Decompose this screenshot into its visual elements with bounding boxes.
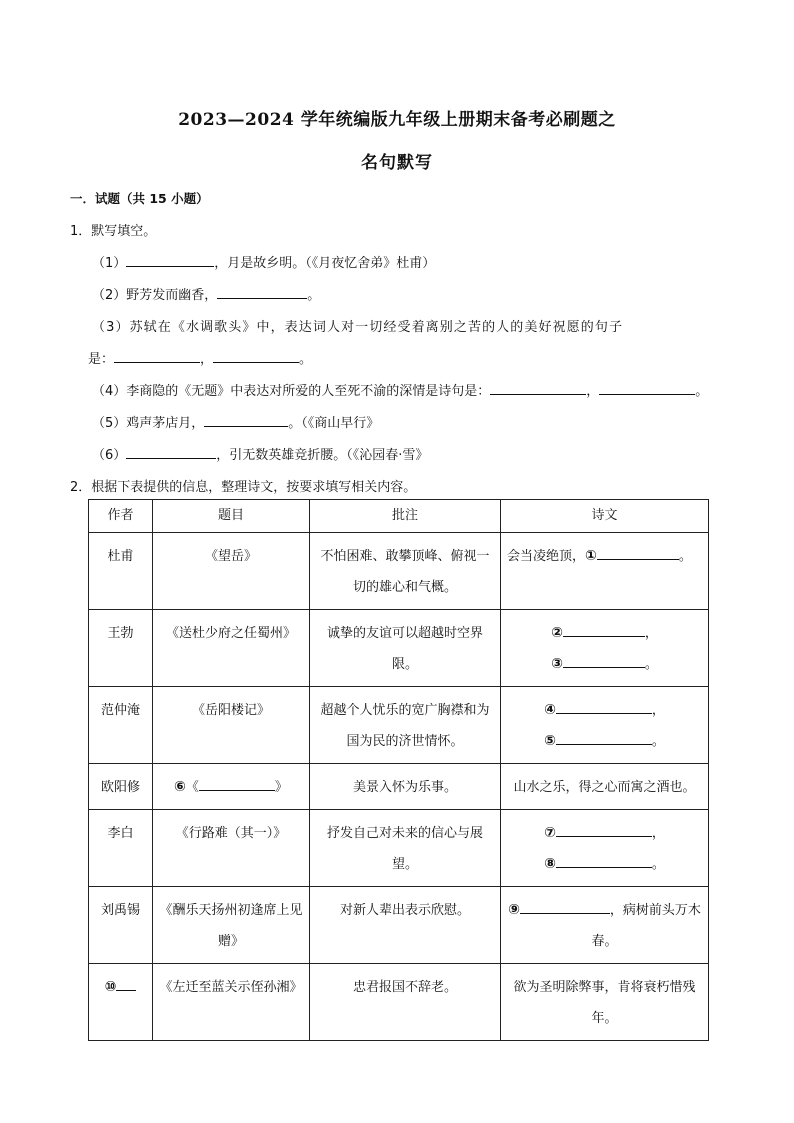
item-text: （1） [92,256,127,271]
cell-note: 诚挚的友谊可以超越时空界限。 [310,610,501,687]
cell-note: 对新人辈出表示欣慰。 [310,887,501,964]
table-row [89,810,709,887]
q1-item-3-line1: （3）苏轼在《水调歌头》中，表达词人对一切经受着离别之苦的人的美好祝愿的句子 [92,320,624,335]
poem-line [507,726,702,757]
blank-marker: ③ [551,656,563,672]
cell-title: 《送杜少府之任蜀州》 [153,610,310,687]
fill-blank[interactable] [204,414,288,427]
fill-blank[interactable] [556,732,652,745]
fill-blank[interactable] [556,855,652,868]
section-heading: 一．试题（共 15 小题） [70,191,209,206]
table-row [89,964,709,1041]
poem-line [507,618,702,649]
poem-table [88,499,709,1041]
poem-text: 。 [644,657,658,672]
q1-item-3-line2 [88,348,312,367]
blank-marker: ⑤ [544,733,556,749]
table-row [89,764,709,810]
blank-marker: ② [551,625,563,641]
item-text: ，月是故乡明。（《月夜忆舍弟》杜甫） [214,256,436,271]
title-text: 《 [185,780,199,795]
fill-blank[interactable] [520,901,610,914]
poem-line [507,695,702,726]
poem-text: ，病树前头万木春。 [591,903,701,949]
poem-text: ， [651,703,665,718]
item-text: ， [586,384,600,399]
item-text: （2）野芳发而幽香， [92,288,218,303]
blank-marker: ④ [544,702,556,718]
item-text: （4）李商隐的《无题》中表达对所爱的人至死不渝的深情是诗句是： [92,384,491,399]
cell-note: 忠君报国不辞老。 [310,964,501,1041]
title-text: 》 [274,780,288,795]
item-text: 。 [695,384,709,399]
table-row [89,610,709,687]
fill-blank[interactable] [199,778,275,791]
poem-line [507,849,702,880]
fill-blank[interactable] [217,286,307,299]
fill-blank[interactable] [213,350,299,363]
cell-author: 李白 [89,810,153,887]
header-note: 批注 [310,500,501,533]
item-text: 。（《商山早行》 [288,416,380,431]
blank-marker: ① [585,548,597,564]
blank-marker: ⑩ [104,979,117,995]
poem-text: 。 [651,734,665,749]
item-text: 。 [307,288,321,303]
fill-blank[interactable] [597,547,679,560]
cell-poem [501,610,709,687]
poem-line [507,649,702,680]
item-text: （6） [92,448,127,463]
fill-blank[interactable] [116,978,136,991]
cell-poem [501,687,709,764]
cell-author: 刘禹锡 [89,887,153,964]
poem-text: 会当凌绝顶， [507,549,586,564]
item-text: ，引无数英雄竞折腰。（《沁园春·雪》 [216,448,429,463]
doc-title: 2023—2024 学年统编版九年级上册期末备考必刷题之 [178,110,616,130]
q1-item-1 [92,252,435,271]
item-text: 。 [299,352,313,367]
header-author: 作者 [89,500,153,533]
blank-marker: ⑨ [508,902,520,918]
cell-title: 《望岳》 [153,533,310,610]
q2-stem: 2．根据下表提供的信息，整理诗文，按要求填写相关内容。 [70,480,417,495]
fill-blank[interactable] [126,254,214,267]
table-header-row [89,500,709,533]
table-row [89,687,709,764]
cell-poem [501,533,709,610]
cell-note: 超越个人忧乐的宽广胸襟和为国为民的济世情怀。 [310,687,501,764]
cell-title [153,764,310,810]
fill-blank[interactable] [563,624,645,637]
cell-author: 王勃 [89,610,153,687]
fill-blank[interactable] [563,655,645,668]
q1-item-6 [92,444,428,463]
poem-text: 。 [651,857,665,872]
fill-blank[interactable] [126,446,216,459]
cell-note: 美景入怀为乐事。 [310,764,501,810]
blank-marker: ⑧ [544,856,556,872]
fill-blank[interactable] [556,701,652,714]
cell-title: 《左迁至蓝关示侄孙湘》 [153,964,310,1041]
cell-note: 不怕困难、敢攀顶峰、俯视一切的雄心和气概。 [310,533,501,610]
fill-blank[interactable] [490,382,586,395]
header-poem: 诗文 [501,500,709,533]
cell-note: 抒发自己对未来的信心与展望。 [310,810,501,887]
cell-poem [501,887,709,964]
cell-poem [501,810,709,887]
cell-author: 欧阳修 [89,764,153,810]
cell-author: 范仲淹 [89,687,153,764]
blank-marker: ⑥ [174,779,186,795]
item-text: 是： [88,352,115,367]
poem-text: ， [651,826,665,841]
item-text: ， [200,352,214,367]
q1-item-2 [92,284,320,303]
q1-item-4 [92,380,708,399]
item-text: （5）鸡声茅店月， [92,416,205,431]
cell-title: 《行路难（其一）》 [153,810,310,887]
q1-item-5 [92,412,379,431]
blank-marker: ⑦ [544,825,556,841]
cell-title: 《酬乐天扬州初逢席上见赠》 [153,887,310,964]
cell-author [89,964,153,1041]
fill-blank[interactable] [599,382,695,395]
header-title: 题目 [153,500,310,533]
poem-text: ， [644,626,658,641]
q1-stem: 1．默写填空。 [70,224,157,239]
poem-line [507,818,702,849]
table-row [89,533,709,610]
cell-author: 杜甫 [89,533,153,610]
cell-poem: 山水之乐，得之心而寓之酒也。 [501,764,709,810]
doc-subtitle: 名句默写 [361,153,433,173]
fill-blank[interactable] [114,350,200,363]
poem-text: 。 [678,549,692,564]
table-row [89,887,709,964]
cell-title: 《岳阳楼记》 [153,687,310,764]
fill-blank[interactable] [556,824,652,837]
cell-poem: 欲为圣明除弊事，肯将衰朽惜残年。 [501,964,709,1041]
